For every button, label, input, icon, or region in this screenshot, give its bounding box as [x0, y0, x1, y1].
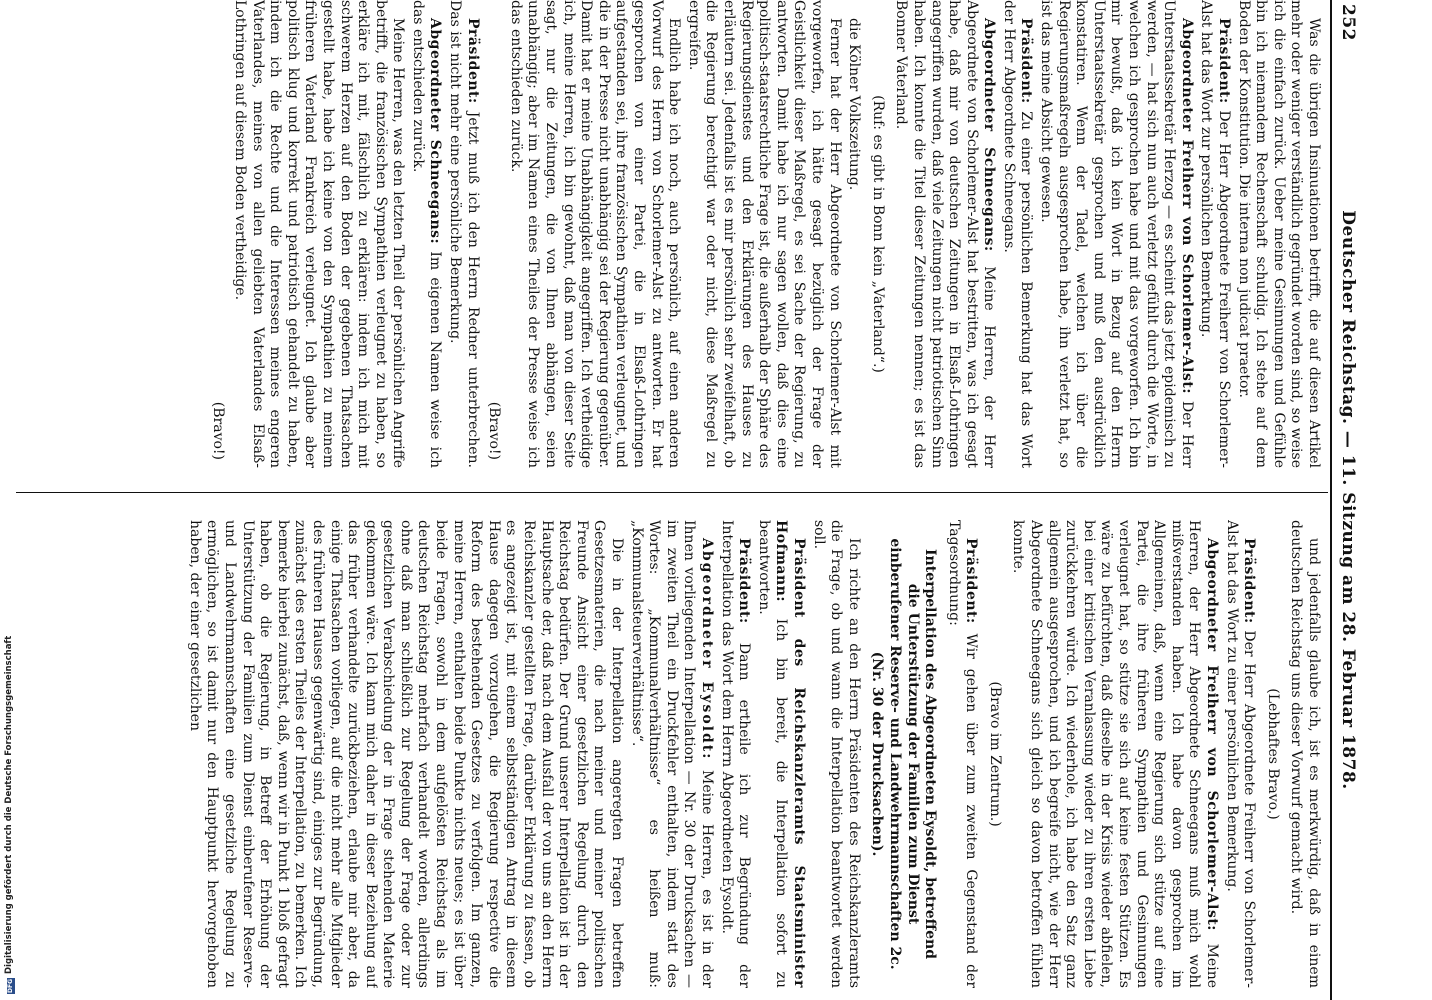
paragraph	[446, 0, 481, 468]
right-column	[16, 520, 1322, 988]
interjection: (Ruf: es gibt in Bonn kein „Vaterland“.)	[869, 95, 886, 373]
speaker-label: Präsident:	[464, 18, 481, 104]
paragraph	[944, 520, 979, 988]
speaker-label: Präsident:	[1018, 18, 1035, 104]
speaker-label: Präsident:	[1216, 18, 1233, 104]
speech-text: Der Herr Unterstaatssekretär Herzog — es scheint das jetzt epidemisch zu werden, — hat sich nun auch verletzt gefühlt durch die Worte, in welchen ich gesprochen habe und mit das vorgeworfen. Ich bin mir bewußt, daß ich kein Wort in Bezug auf den Herrn Unterstaatssekretär gesprochen und muß den ausdrücklich konstatiren. Wenn der Tadel, welchen ich über die Regierungsmaßregeln ausgesprochen habe, ihn verletzt hat, so ist das meine Absicht gewesen.	[1038, 0, 1195, 468]
speech-text: Wir gehen über zum zweiten Gegenstand der Tagesordnung:	[945, 520, 980, 988]
speaker-label: Abgeordneter Freiherr von Schorlemer-Alst:	[1204, 538, 1221, 931]
paragraph	[999, 0, 1034, 468]
speaker-label: Präsident des Reichskanzleramts Staatsminister Hofmann:	[773, 520, 807, 988]
speaker-label: Präsident:	[963, 538, 980, 624]
speaker-label: Abgeordneter Eysoldt:	[699, 538, 715, 761]
speech-text: Meine Herren, der Herr Abgeordnete Schneegans muß mich wohl mißverstanden haben. Ich habe davon gesprochen im Allgemeinen, daß, wenn eine Regierung sich stütze auf eine Partei, die ihre früheren Sympathien und Gesinnungen verleugnet hat, so stütze sie sich auf keine festen Stützen. Es wäre zu befürchten, daß dieselbe in der Krisis wieder abfielen, bei einer kritischen Veranlassung wieder zu ihren ersten Liebe zurückkehren würde. Ich wiederhole, ich habe den Satz ganz allgemein ausgesprochen, und ich begreife nicht, wie der Herr Abgeordnete Schneegans sich gleich so davon betroffen fühlen konnte.	[1010, 520, 1221, 988]
column-divider	[16, 492, 1328, 493]
paragraph	[1037, 0, 1195, 468]
dfg-logo-icon: DFG	[7, 979, 14, 994]
speaker-label: Abgeordneter Schneegans:	[981, 18, 998, 252]
paragraph: Die in der Interpellation angeregten Fragen betreffen Gesetzesmaterien, die nach meiner und meiner politischen Freunde Ansicht einer gesetzlichen Regelung durch den Reichstag bedürfen. Der Grund unserer Interpellation ist in der Hauptsache der, daß nach dem Ausfall der von uns an den Herrn Reichskanzler gestellten Frage, darüber Erklärung zu fassen, ob es angezeigt ist, mit einem selbstständigen Antrag in diesem Hause dagegen vorzugehen, die Regierung respective die Reform des bestehenden Gesetzes zu verfolgen. Im ganzen, meine Herren, enthalten beide Punkte nichts neues; es ist über beide Fragen, sowohl in dem aufgelösten Reichstag als im deutschen Reichstag mehrfach verhandelt worden, allerdings ohne daß man schließlich zur Regelung der Frage oder zur gesetzlichen Verabschiedung der in Frage stehenden Materie gekommen wäre. Ich kann mich daher in dieser Beziehung auf das früher verhandelte zurückbeziehen, erlaube mir aber, da einige Thatsachen vorliegen, auf die nicht mehr alle Mitglieder des früheren Hauses gegenwärtig sind, einiges zur Begründung, zunächst des ersten Theiles der Interpellation, zu bemerken. Ich bemerke hierbei zunächst, daß, wenn wir in Punkt 1 bloß gefragt haben, ob die Regierung, in Betreff der Erhöhung der Unterstützung der Familien zum Dienst einberufener Reserve- und Landwehrmannschaften eine gesetzliche Regelung zu ermöglichen, so ist damit nur den Hauptpunkt hervorgehoben haben, der einer gesetzlichen	[186, 520, 626, 988]
paragraph: Ferner hat der Herr Abgeordnete von Schorlemer-Alst mit vorgeworfen, ich hätte gesagt bezüglich der Frage der Geistlichkeit dieser Maßregel, es sei Sache der Regierung, zu antworten. Damit habe ich nur sagen wollen, daß dies eine politisch-staatsrechtliche Frage ist, die außerhalb der Sphäre des Regierungsdienstes und den Erklärungen des Hauses zu erläutern sei. Jedenfalls ist es mir persönlich sehr zweifelhaft, ob die Regierung berechtigt war oder nicht, diese Maßregel zu ergreifen.	[685, 0, 843, 468]
paragraph	[1222, 520, 1257, 988]
paragraph	[627, 520, 715, 988]
paragraph	[717, 520, 752, 988]
speech-text: Der Herr Abgeordnete Freiherr von Schorlemer-Alst hat das Wort zu einer persönlichen Bemerkung.	[1223, 520, 1258, 988]
paragraph	[892, 0, 998, 468]
paragraph: Meine Herren, was den letzten Theil der persönlichen Angriffe betrifft, die französischen Sympathien verleugnet zu haben, so erkläre ich mit, fälschlich zu erklären: indem ich mich mit schwerem Herzen auf den Boden der gegebenen Thatsachen gestellt habe, habe ich keine von den Sympathien zu meinem früheren Vaterland Frankreich verleugnet. Ich glaube aber politisch klug und korrekt und patriotisch gehandelt zu haben, indem ich die Rechte und die Interessen meines engeren Vaterlandes, meines von allen geliebten Vaterlandes Elsaß-Lothringen auf diesem Boden vertheidige.	[231, 0, 407, 468]
speaker-label: Präsident:	[1241, 538, 1258, 624]
paragraph	[1197, 0, 1232, 468]
paragraph: und jedenfalls glaube ich, ist es merkwürdig, daß in einem deutschen Reichstag uns dieser Vorwurf gemacht wird.	[1288, 520, 1322, 988]
paragraph: die Kölner Volkszeitung.	[846, 18, 863, 191]
speech-text: Im eigenen Namen weise ich das entschieden zurück.	[409, 0, 444, 468]
digitization-credit	[4, 594, 14, 994]
speech-text: Jetzt muß ich den Herrn Redner unterbrechen. Das ist nicht mehr eine persönliche Bemerkung.	[447, 0, 481, 468]
credit-text: Digitalisierung gefördert durch die Deutsche Forschungsgemeinschaft	[4, 635, 14, 974]
speech-text: Ich bin bereit, die Interpellation sofort zu beantworten.	[755, 520, 790, 988]
speech-text: Meine Herren, der Herr Abgeordnete von Schorlemer-Alst hat bestritten, was ich gesagt habe, daß mir von deutschen Zeitungen in Elsaß-Lothringen angegriffen wurden, daß viele Zeitungen nicht patriotischen Sinn haben. Ich konnte die Titel dieser Zeitungen nennen; es ist das Bonner Vaterland.	[893, 0, 998, 468]
speech-text: Der Herr Abgeordnete Freiherr von Schorlemer-Alst hat das Wort zur persönlichen Bemerkung.	[1198, 0, 1233, 468]
left-column	[16, 0, 1322, 468]
page-number: 252	[1338, 4, 1358, 41]
agenda-item: Interpellation des Abgeordneten Eysoldt, betreffend die Unterstützung der Familien zum Dienst einberufener Reserve- und Landwehrmannschaften 2c. (Nr. 30 der Drucksachen).	[869, 538, 939, 970]
page-title: Deutscher Reichstag. — 11. Sitzung am 28. Februar 1878.	[1338, 210, 1358, 790]
paragraph	[408, 0, 443, 468]
interjection: (Bravo im Zentrum.)	[986, 681, 1003, 827]
document-page	[8, 0, 1368, 1000]
speaker-label: Abgeordneter Freiherr von Schorlemer-Alst:	[1178, 18, 1195, 394]
paragraph: Ich richte an den Herrn Präsidenten des Reichskanzleramts die Frage, ob und wann die Interpellation beantwortet werden soll.	[810, 520, 862, 988]
speech-text: Dann ertheile ich zur Begründung der Interpellation das Wort dem Herrn Abgeordneten Eysoldt.	[718, 520, 753, 988]
paragraph	[1009, 520, 1220, 988]
speaker-label: Abgeordneter Schneegans:	[427, 18, 444, 245]
interjection: (Bravo!)	[486, 401, 503, 460]
speaker-label: Präsident:	[736, 538, 753, 624]
interjection: (Lebhaftes Bravo.)	[1264, 688, 1281, 820]
interjection: (Bravo!)	[210, 401, 227, 460]
speech-text: Meine Herren, es ist in der Ihnen vorliegenden Interpellation — Nr. 30 der Drucksachen — im zweiten Theil ein Druckfehler enthalten, indem statt des Wortes: „Kommunalverhältnisse“ es heißen muß: „Kommunalsteuerverhältnisse“.	[628, 520, 715, 988]
speech-text: Zu einer persönlichen Bemerkung hat das Wort der Herr Abgeordnete Schneegans.	[1000, 0, 1035, 468]
header-rule	[1330, 0, 1332, 1000]
page-header	[1336, 0, 1358, 1000]
paragraph: Was die übrigen Insinuationen betrifft, die auf diesen Artikel mehr oder weniger verständlich gegründet worden sind, so weise ich die einfach zurück. Ueber meine Gesinnungen und Gefühle bin ich niemandem Rechenschaft schuldig. Ich stehe auf dem Boden der Konstitution. Die interna non judicat praetor.	[1235, 0, 1322, 468]
paragraph	[754, 520, 807, 988]
paragraph: Endlich habe ich noch, auch persönlich, auf einen anderen Vorwurf des Herrn von Schorlemer-Alst zu antworten. Er hat gesprochen von einer Partei, die in Elsaß-Lothringen aufgestanden sei, ihre französischen Sympathien verleugnet, und die in der Presse nicht unabhängig sei der Regierung gegenüber. Damit hat er meine Unabhängigkeit angegriffen. Ich vertheidige ich, meine Herren, ich bin gewohnt, daß man von dieser Seite sagt, nur die Zeitungen, die von Ihnen abhängen, seien unabhängig; aber im Namen eines Theiles der Presse weise ich das entschieden zurück.	[507, 0, 683, 468]
